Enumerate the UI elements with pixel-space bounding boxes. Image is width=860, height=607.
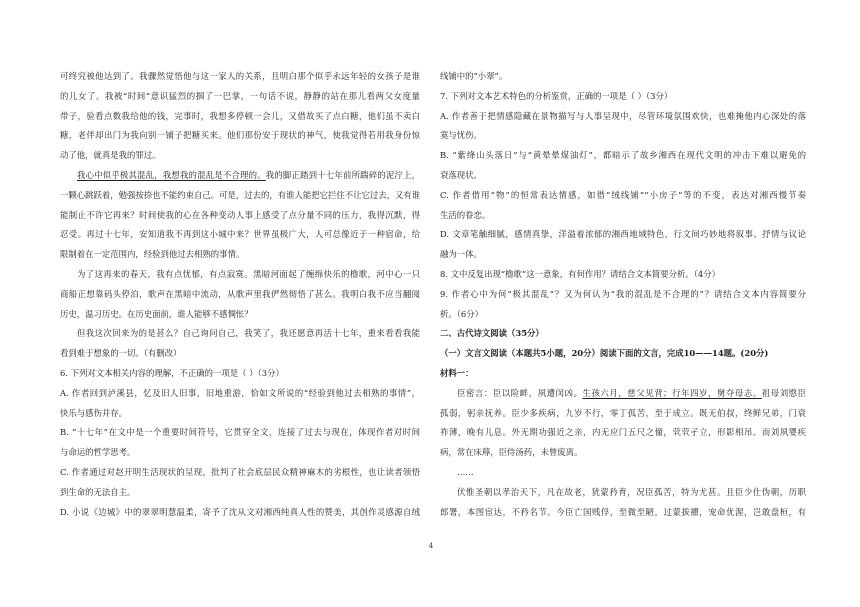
classical-text-line: 祚薄，晚有儿息。外无期功强近之亲，内无应门五尺之僮，茕茕孑立，形影相吊。而刘夙婴疾 bbox=[440, 427, 806, 438]
ellipsis: …… bbox=[457, 466, 474, 477]
classical-text-line: 孤弱，躬亲抚养。臣少多疾病，九岁不行，零丁孤苦，至于成立。既无伯叔，终鲜兄弟，门衰 bbox=[440, 407, 806, 418]
question-7-option-d-cont: 融为一体。 bbox=[440, 249, 482, 260]
question-7-option-a: A. 作者善于把情感隐藏在景物描写与人事呈现中，尽管环境氛围欢快，也难掩他内心深处的落 bbox=[440, 110, 806, 121]
passage-line: 可终究被他达到了。我骤然觉悟他与这一家人的关系，且明白那个似乎永远年轻的女孩子是谁 bbox=[60, 71, 420, 81]
question-6-option-c: C. 作者通过对赵开明生活现状的呈现，批判了社会底层民众精神麻木的劣根性，也让读者领悟 bbox=[60, 466, 420, 477]
passage-line: 历史，温习历史。在历史面前，谁人能够不感惆怅？ bbox=[60, 308, 253, 319]
passage-line: 的儿女了。我被“时间”意识猛烈的掴了一巴掌，一句话不说，静静的站在那儿看两父女度量 bbox=[60, 90, 420, 101]
question-6-option-b-cont: 与命运的哲学思考。 bbox=[60, 447, 136, 458]
right-column bbox=[440, 67, 806, 522]
passage-line: 限制着在一定范围内，经验到他过去相熟的事情。 bbox=[60, 249, 245, 260]
classical-text-line bbox=[440, 384, 806, 404]
classical-text-line: 郎署，本图宦达，不矜名节。今臣亡国贱俘，至微至陋，过蒙拔擢，宠命优渥，岂敢盘桓，有 bbox=[440, 506, 806, 517]
passage-line: 带子，验看点数我给他的钱，完事时，我想多停顿一会儿，又借故买了点白糖，他们虽不卖白 bbox=[60, 110, 420, 121]
question-6-option-d: D. 小说《边城》中的翠翠明慧温柔，寄予了沈从文对湘西纯真人性的赞美，其创作灵感源自绒 bbox=[60, 506, 420, 517]
question-7-option-c-cont: 生活的眷恋。 bbox=[440, 209, 491, 220]
question-9: 9. 作者心中为何“极其混乱”？又为何认为“我的混乱是不合理的”？请结合文本内容简要分 bbox=[440, 288, 806, 299]
passage-line: 但我这次回来为的是甚么？自己询问自己，我笑了，我还愿意再活十七年，重来看看我能 bbox=[77, 328, 420, 339]
passage-line: 能制止不许它再来？时间使我的心在各种变动人事上感受了点分量不同的压力，我得沉默，得 bbox=[60, 209, 420, 220]
question-7-stem: 7. 下列对文本艺术特色的分析鉴赏，正确的一项是（ ）（3分） bbox=[440, 90, 673, 101]
material-label: 材料一： bbox=[440, 367, 474, 378]
passage-line: 忍受。再过十七年，安知道我不再到这小城中来？世界虽极广大，人可总像近于一种宿命，给 bbox=[60, 229, 420, 240]
underlined-sentence: 我心中似乎极其混乱，我想我的混乱是不合理的。 bbox=[77, 169, 266, 180]
question-7-option-d: D. 文章笔触细腻，感情真挚，洋溢着浓郁的湘西地域特色，行文间巧妙地将叙事、抒情与议论 bbox=[440, 229, 806, 240]
passage-line: 商船正想靠码头停泊，歌声在黑暗中流动，从歌声里我俨然彻悟了甚么。我明白我不应当翻阅 bbox=[60, 288, 420, 299]
question-6-option-c-cont: 到生命的无法自主。 bbox=[60, 486, 136, 497]
question-6-option-a-cont: 快乐与感伤并存。 bbox=[60, 407, 127, 418]
passage-line bbox=[60, 166, 420, 186]
classical-text-line: 病，常在床蓐，臣侍汤药，未曾废离。 bbox=[440, 447, 583, 458]
question-6-option-d-cont: 线铺中的“小翠”。 bbox=[440, 71, 508, 81]
question-7-option-b: B. “紫绛山头落日”与“黄晕晕煤油灯”，都暗示了故乡湘西在现代文明的冲击下难以避免的 bbox=[440, 150, 806, 161]
question-7-option-c: C. 作者借用“物”的恒常表达情感，如借“绒线铺”“小房子”等的不变，表达对湘西慢节奏 bbox=[440, 189, 806, 200]
passage-line: 糖，老伴却出门为我向别一铺子把糖买来。他们那份安于现状的神气，使我觉得若用我身份惊 bbox=[60, 130, 420, 141]
passage-line: 看到难于想象的一切。（有删改） bbox=[60, 348, 182, 359]
question-7-option-b-cont: 衰落现状。 bbox=[440, 169, 482, 180]
passage-text: 我的脚正踏到十七年前所踹碎的泥泞上， bbox=[265, 169, 420, 180]
underlined-sentence: 生孩六月，慈父见背；行年四岁，舅夺母志。 bbox=[582, 387, 762, 398]
left-column bbox=[60, 67, 420, 522]
question-9-cont: 析。（6分） bbox=[440, 308, 484, 319]
question-6-option-b: B. “十七年”在文中是一个重要时间符号，它贯穿全文，连接了过去与现在，体现作者对时间 bbox=[60, 427, 420, 438]
classical-text-line: 伏惟圣朝以孝治天下，凡在故老，犹蒙矜育，况臣孤苦，特为尤甚。且臣少仕伪朝，历职 bbox=[457, 486, 806, 497]
passage-line: 为了这再来的春天，我有点忧郁，有点寂寞。黑暗河面起了缠绵快乐的橹歌，河中心一只 bbox=[77, 268, 420, 279]
question-7-option-a-cont: 寞与忧伤。 bbox=[440, 130, 482, 141]
page-number: 4 bbox=[428, 542, 434, 550]
section-heading: 二、古代诗文阅读（35分） bbox=[440, 328, 544, 339]
classical-text: 臣密言：臣以险衅，夙遭闵凶。 bbox=[457, 387, 583, 398]
classical-text: 祖母刘愍臣 bbox=[761, 387, 806, 398]
passage-line: 动了他，就真是我的罪过。 bbox=[60, 150, 161, 161]
question-6-stem: 6. 下列对文本相关内容的理解，不正确的一项是（ ）（3分） bbox=[60, 367, 284, 378]
passage-line: 一颗心跳跃着，勉强按捺也不能约束自己。可是，过去的，有谁人能把它拦住不让它过去，又有谁 bbox=[60, 189, 420, 200]
question-8: 8. 文中反复出现“橹歌”这一意象，有何作用？请结合文本简要分析。（4分） bbox=[440, 268, 720, 279]
question-6-option-a: A. 作者回到泸溪县，忆及旧人旧事，旧地重游，恰如文所说的“经验到他过去相熟的事情”， bbox=[60, 387, 420, 398]
subsection-heading: （一）文言文阅读（本题共5小题，20分）阅读下面的文言，完成10——14题。(20分) bbox=[440, 348, 769, 359]
